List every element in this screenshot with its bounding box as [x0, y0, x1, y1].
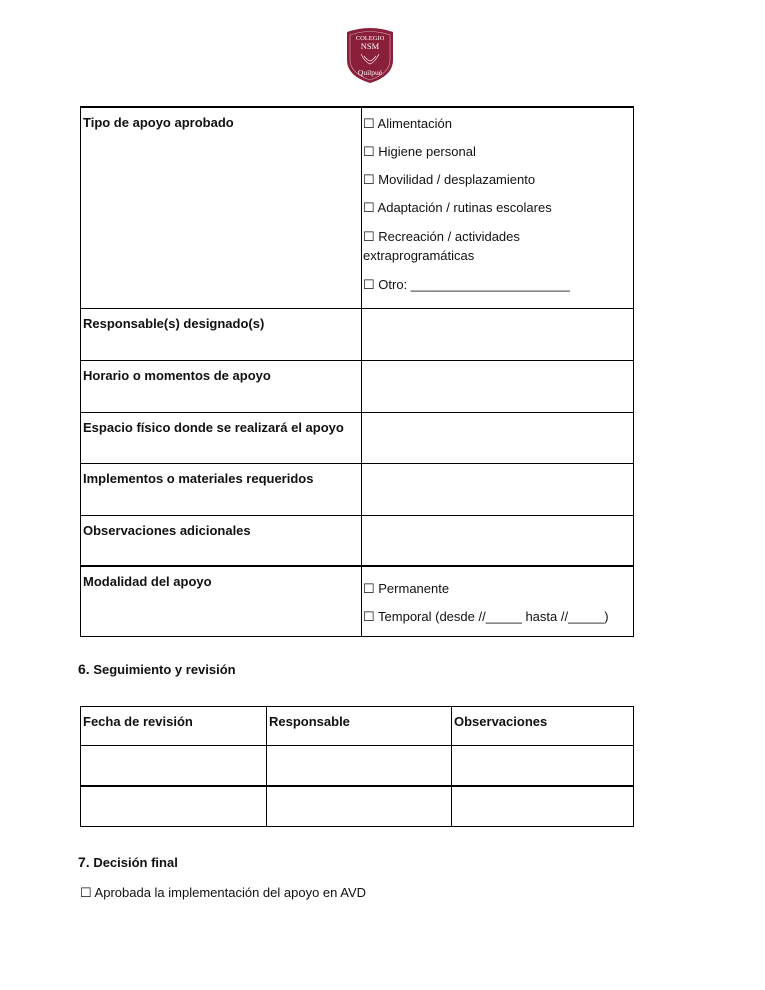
- observaciones-field[interactable]: [362, 515, 634, 566]
- section-number: 6.: [78, 661, 90, 677]
- row-label-horario: Horario o momentos de apoyo: [81, 360, 362, 412]
- checkbox-option-temporal[interactable]: ☐ Temporal (desde //_____ hasta //_____): [363, 609, 609, 624]
- checkbox-option-alimentacion[interactable]: ☐ Alimentación: [363, 116, 452, 131]
- espacio-field[interactable]: [362, 412, 634, 463]
- checkbox-option-otro[interactable]: ☐ Otro: ______________________: [363, 277, 570, 292]
- table-cell[interactable]: [452, 746, 634, 787]
- checkbox-option-aprobada[interactable]: ☐ Aprobada la implementación del apoyo en AVD: [80, 885, 367, 900]
- row-label-responsable: Responsable(s) designado(s): [81, 308, 362, 360]
- table-cell[interactable]: [81, 746, 267, 787]
- row-label-tipo-apoyo: Tipo de apoyo aprobado: [81, 107, 362, 308]
- table-row: [81, 107, 634, 308]
- table-row: [81, 360, 634, 412]
- checkbox-option-permanente[interactable]: ☐ Permanente: [363, 581, 450, 596]
- row-label-modalidad: Modalidad del apoyo: [81, 566, 362, 637]
- section-heading-decision: [78, 854, 178, 870]
- section-title: Decisión final: [93, 855, 178, 870]
- table-row: [81, 412, 634, 463]
- table-cell[interactable]: [452, 786, 634, 827]
- shield-crest-icon: [343, 26, 397, 84]
- tipo-apoyo-options: [362, 107, 634, 308]
- checkbox-option-adaptacion[interactable]: ☐ Adaptación / rutinas escolares: [363, 200, 552, 215]
- checkbox-option-movilidad[interactable]: ☐ Movilidad / desplazamiento: [363, 172, 536, 187]
- column-header-fecha: Fecha de revisión: [81, 707, 267, 746]
- row-label-implementos: Implementos o materiales requeridos: [81, 463, 362, 515]
- column-header-responsable: Responsable: [267, 707, 452, 746]
- row-label-espacio: Espacio físico donde se realizará el apoyo: [81, 412, 362, 463]
- modalidad-options: [362, 566, 634, 637]
- table-header-row: [81, 707, 634, 746]
- section-heading-seguimiento: [78, 661, 236, 677]
- table-row: [81, 746, 634, 787]
- checkbox-option-recreacion[interactable]: ☐ Recreación / actividades extraprogramáticas: [363, 229, 520, 263]
- school-logo: [343, 26, 397, 84]
- logo-line2: NSM: [360, 41, 380, 51]
- table-row: [81, 515, 634, 566]
- checkbox-option-higiene[interactable]: ☐ Higiene personal: [363, 144, 476, 159]
- section-number: 7.: [78, 854, 90, 870]
- table-cell[interactable]: [267, 746, 452, 787]
- table-row: [81, 566, 634, 637]
- row-label-observaciones: Observaciones adicionales: [81, 515, 362, 566]
- implementos-field[interactable]: [362, 463, 634, 515]
- section-title: Seguimiento y revisión: [93, 662, 236, 677]
- support-table: [80, 106, 634, 637]
- logo-line1: COLEGIO: [355, 35, 385, 42]
- column-header-observaciones: Observaciones: [452, 707, 634, 746]
- table-row: [81, 786, 634, 827]
- table-row: [81, 308, 634, 360]
- review-table: [80, 706, 634, 827]
- horario-field[interactable]: [362, 360, 634, 412]
- table-row: [81, 463, 634, 515]
- logo-line3: Quilpué: [357, 68, 383, 77]
- table-cell[interactable]: [267, 786, 452, 827]
- table-cell[interactable]: [81, 786, 267, 827]
- responsable-field[interactable]: [362, 308, 634, 360]
